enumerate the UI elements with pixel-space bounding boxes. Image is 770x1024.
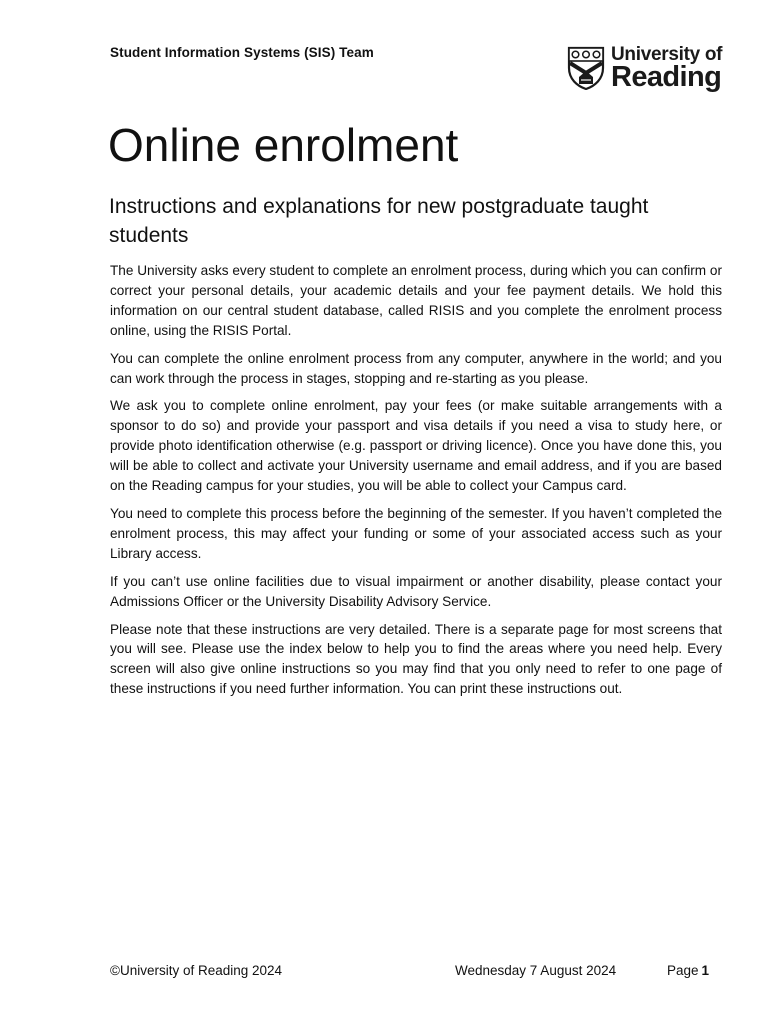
page-subtitle: Instructions and explanations for new postgraduate taught students [109,195,649,247]
paragraph-instructions-note: Please note that these instructions are very detailed. There is a separate page for most screens that you will see. Please use the index below to help you to find the areas where you need help. Every screen will also give online instructions so you may find that you only need to refer to one page of these instructions if you need further information. You can print these instructions out. [110,621,722,697]
logo-text-reading: Reading [611,61,722,93]
body-text [110,261,722,707]
paragraph-any-computer: You can complete the online enrolment process from any computer, anywhere in the world; and you can work through the process in stages, stopping and re-starting as you please. [110,350,722,386]
team-name: Student Information Systems (SIS) Team [110,45,374,60]
footer-copyright: ©University of Reading 2024 [110,963,283,978]
page-label: Page [667,963,699,978]
page-number: 1 [701,963,710,978]
paragraph-enrolment-process: The University asks every student to complete an enrolment process, during which you can confirm or correct your personal details, your academic details and your fee payment details. We hold this information on our central student database, called RISIS and you complete the enrolment process online, using the RISIS Portal. [110,263,722,338]
paragraph-accessibility: If you can’t use online facilities due to visual impairment or another disability, please contact your Admissions Officer or the University Disability Advisory Service. [110,573,722,609]
paragraph-requirements: We ask you to complete online enrolment, pay your fees (or make suitable arrangements with a sponsor to do so) and provide your passport and visa details if you need a visa to study here, or provide photo identification otherwise (e.g. passport or driving licence). Once you have done this, you will be able to collect and activate your University username and email address, and if you are based on the Reading campus for your studies, you will be able to collect your Campus card. [110,398,722,494]
page-title: Online enrolment [108,119,459,171]
university-logo [567,44,727,96]
logo-text-university-of: University of [611,44,723,65]
footer-date: Wednesday 7 August 2024 [455,963,617,978]
footer-page [667,963,709,978]
university-crest-icon [567,46,605,90]
paragraph-deadline: You need to complete this process before the beginning of the semester. If you haven’t completed the enrolment process, this may affect your funding or some of your associated access such as your Library access. [110,505,722,561]
